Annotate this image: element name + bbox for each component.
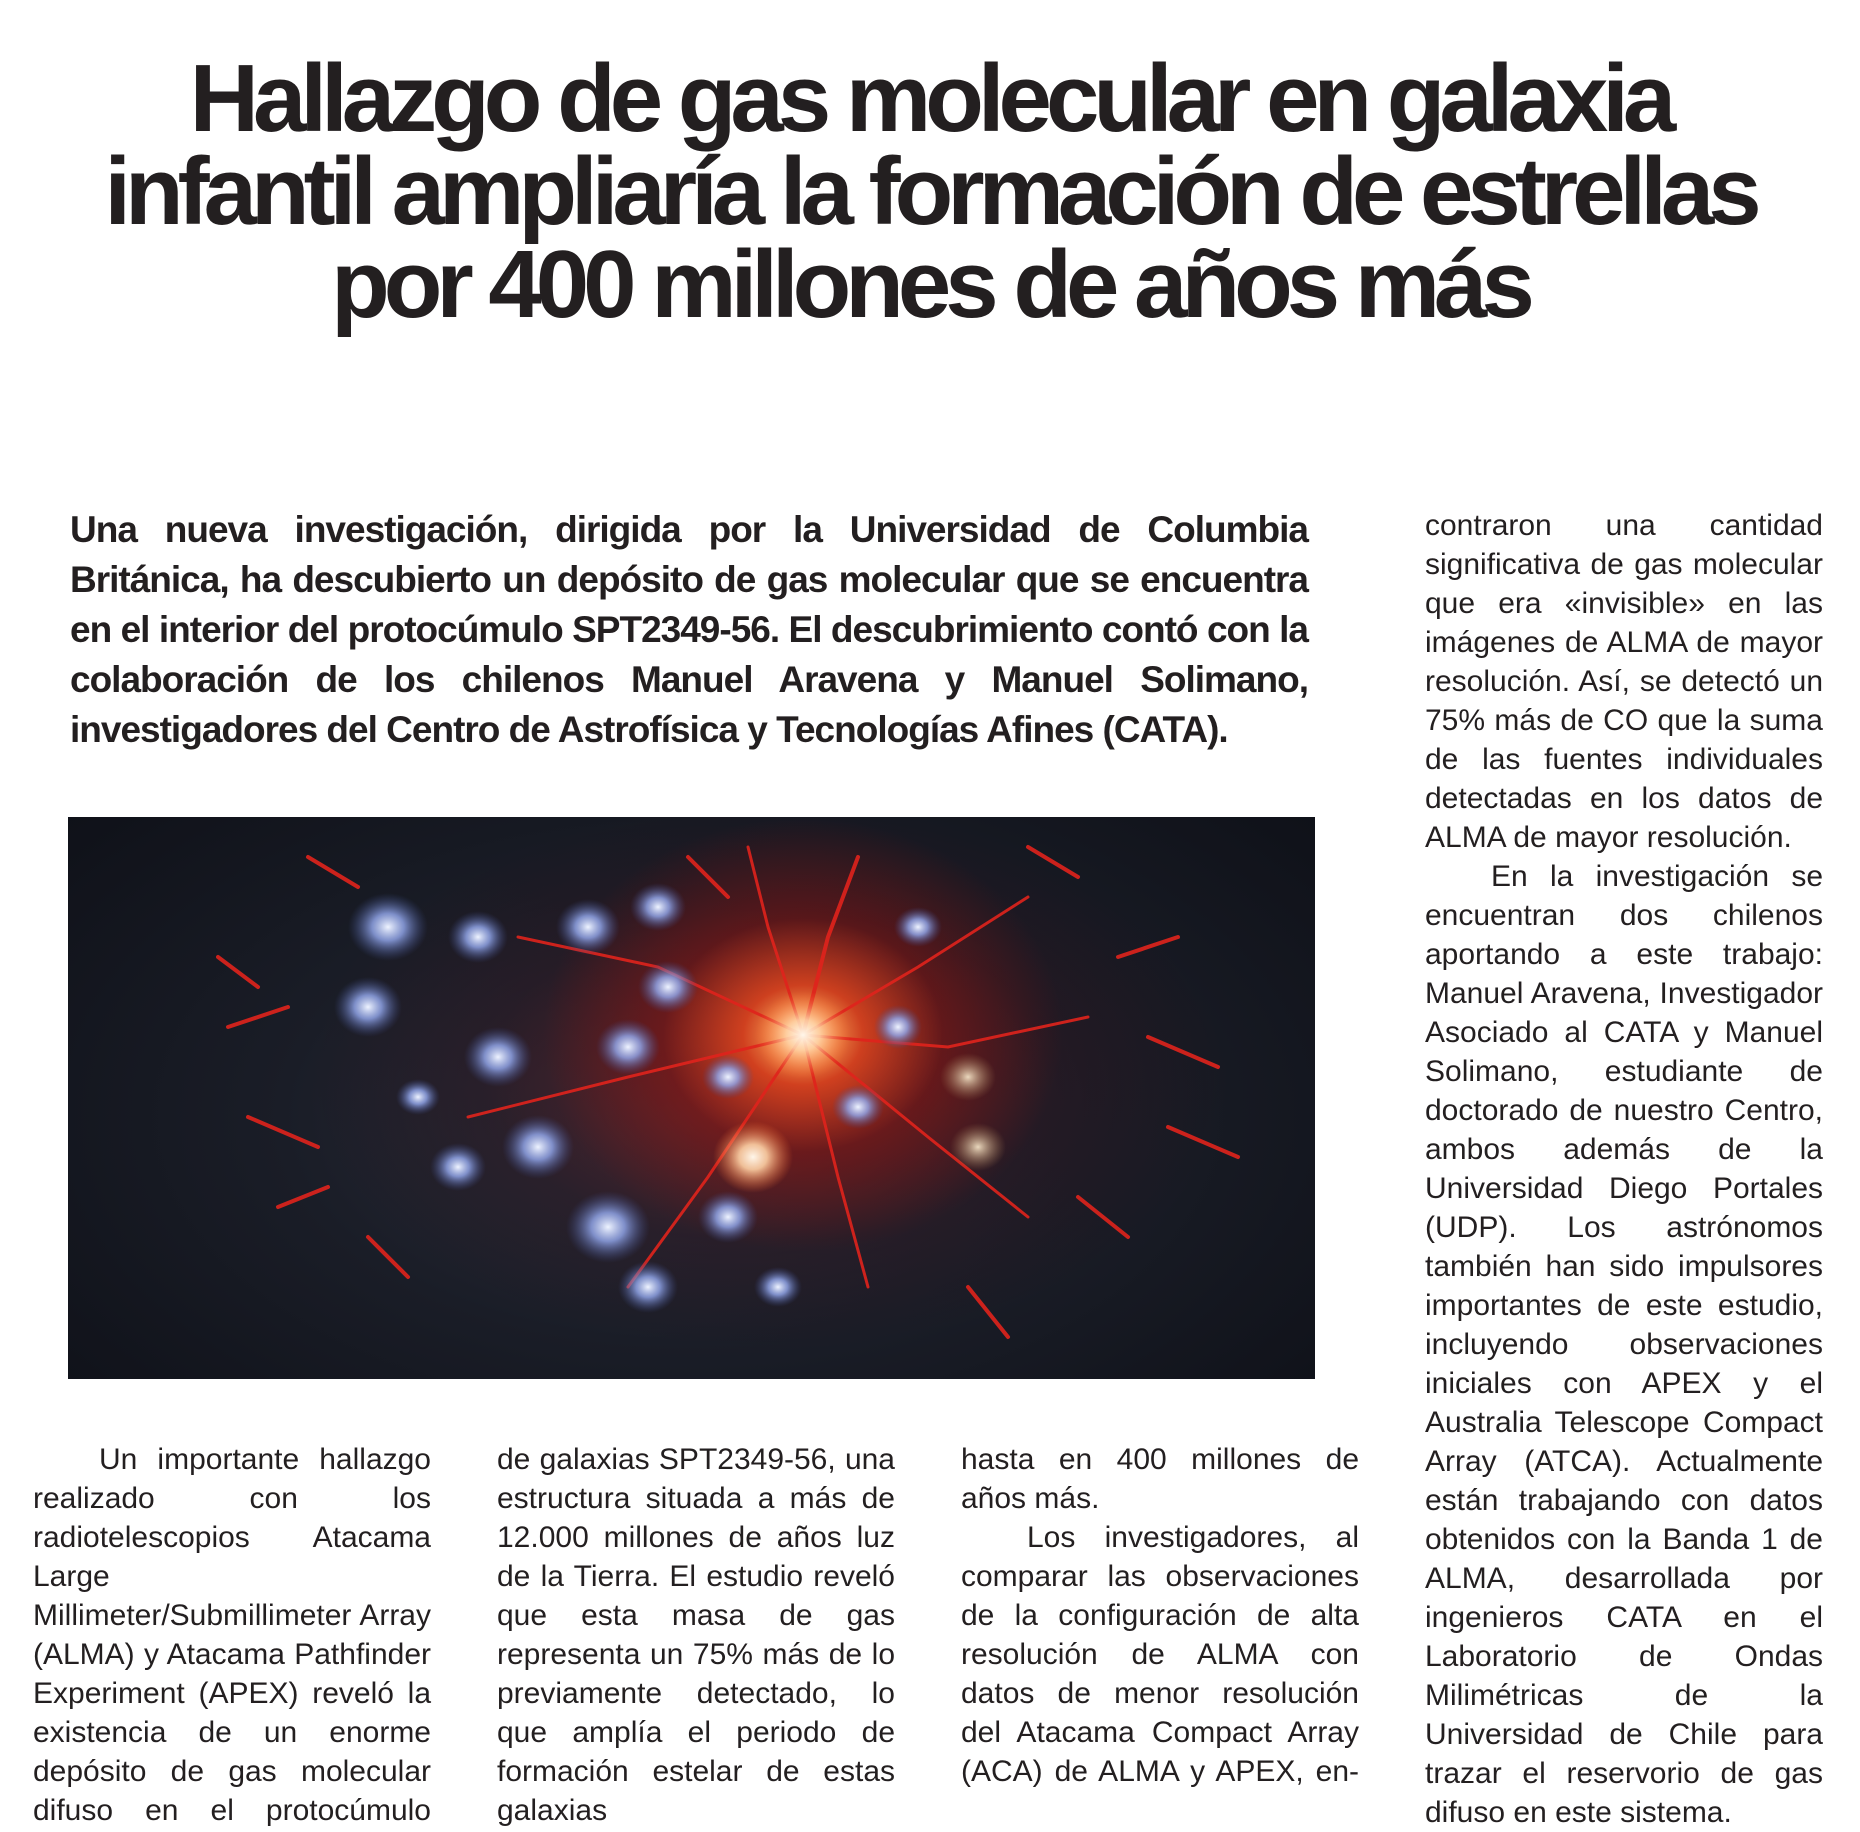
body-column-3 bbox=[961, 1440, 1359, 1791]
protocluster-illustration bbox=[68, 817, 1315, 1379]
body-column-1 bbox=[33, 1440, 431, 1830]
lead-paragraph: Una nueva investigación, dirigida por la Universidad de Columbia Británica, ha descubierto un depósito de gas molecular que se encuentra en el interior del protocúmulo SPT2349-56. El descubrimiento contó con la colaboración de los chilenos Manuel Aravena y Manuel Solimano, investigadores del Centro de Astrofísica y Tecnologías Afines (CATA). bbox=[70, 509, 1308, 750]
col2-paragraph: de galaxias SPT2349-56, una estructura situada a más de 12.000 millones de años luz de la Tierra. El estudio reveló que esta masa de gas representa un 75% más de lo previamente detectado, lo que amplía el periodo de formación estelar de estas galaxias bbox=[497, 1443, 895, 1827]
col4-paragraph-2: En la investigación se encuentran dos chilenos aportando a este trabajo: Manuel Aravena, Investigador Asociado al CATA y Manuel Solimano, estudiante de doctorado de nuestro Centro, ambos además de la Universidad Diego Portales (UDP). Los astrónomos también han sido impulsores importantes de este estudio, incluyendo observaciones iniciales con APEX y el Australia Telescope Compact Array (ATCA). Actualmente están trabajando con datos obtenidos con la Banda 1 de ALMA, desarrollada por ingenieros CATA en el Laboratorio de Ondas Milimétricas de la Universidad de Chile para trazar el reservorio de gas difuso en este sistema. bbox=[1425, 860, 1823, 1829]
body-column-4 bbox=[1425, 506, 1823, 1832]
body-column-2 bbox=[497, 1440, 895, 1830]
galaxies bbox=[334, 883, 1006, 1313]
col4-paragraph-1: contraron una cantidad significativa de gas molecular que era «invisible» en las imágenes de ALMA de mayor resolución. Así, se detectó un 75% más de CO que la suma de las fuentes individuales detectadas en los datos de ALMA de mayor resolución. bbox=[1425, 509, 1823, 854]
protocluster-image bbox=[68, 817, 1315, 1379]
col3-paragraph-2: Los investigadores, al comparar las observaciones de la configuración de alta resolución de ALMA con datos de menor resolución del Atacama Compact Array (ACA) de ALMA y APEX, en- bbox=[961, 1521, 1359, 1788]
headline: Hallazgo de gas molecular en galaxia infantil ampliaría la formación de estrellas por 400 millones de años más bbox=[104, 45, 1756, 338]
col3-paragraph-1: hasta en 400 millones de años más. bbox=[961, 1443, 1359, 1515]
col1-paragraph: Un importante hallazgo realizado con los radiotelescopios Atacama Large Millimeter/Submillimeter Array (ALMA) y Atacama Pathfinder Experiment (APEX) reveló la existencia de un enorme depósito de gas molecular difuso en el protocúmulo bbox=[33, 1443, 431, 1827]
